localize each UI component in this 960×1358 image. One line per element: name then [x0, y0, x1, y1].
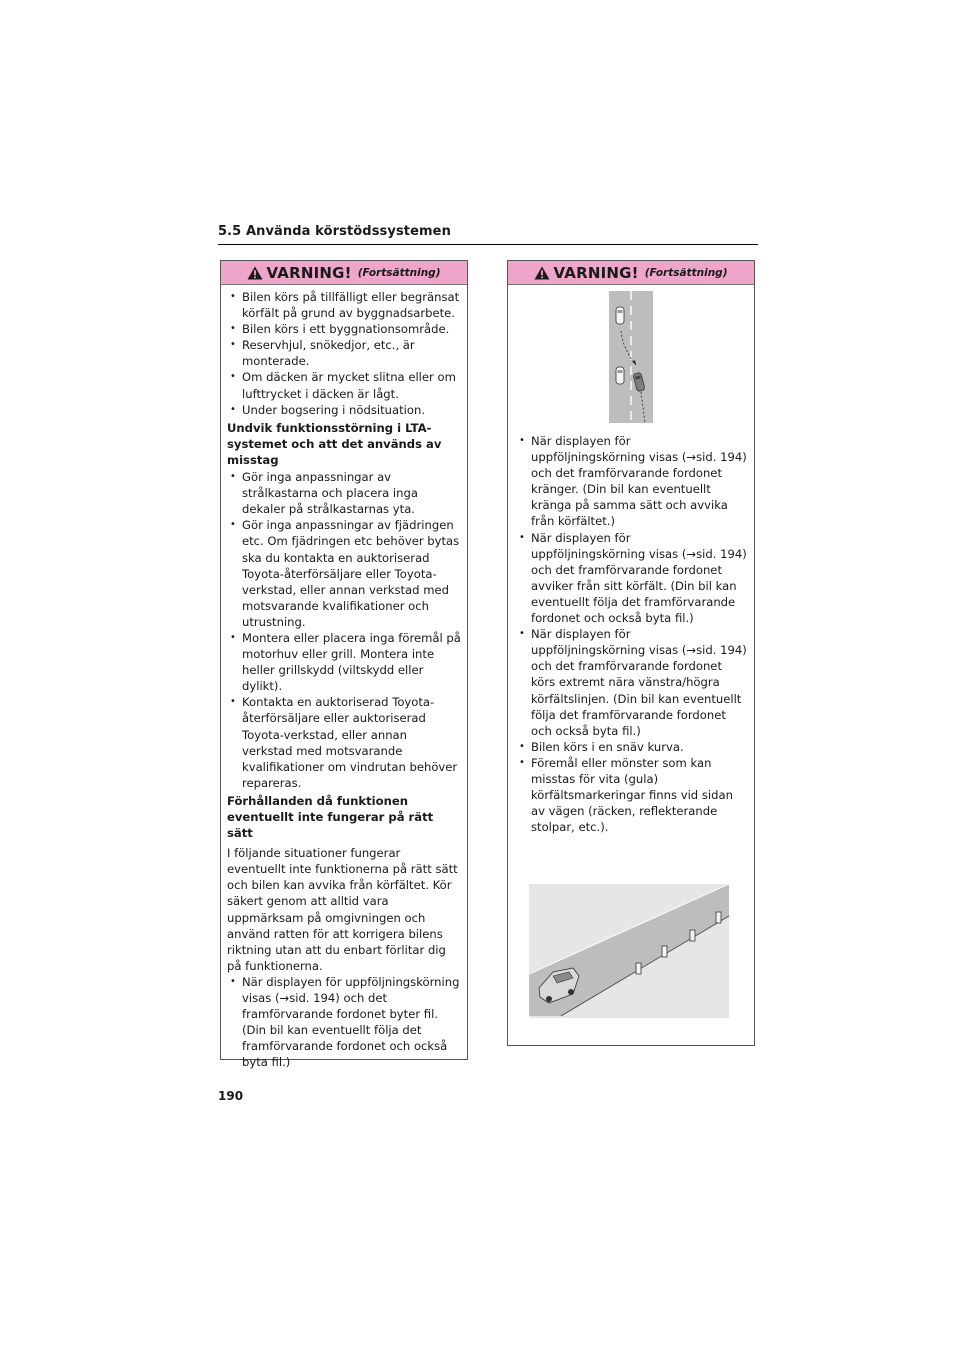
list-item: • När displayen för uppföljningskörning visas (→sid. 194) och det framförvarande fordonet körs extremt nära vänstra/högra körfältslinjen. (Din bil kan eventuellt följa det framförvarande fordonet och också byta fil.) — [516, 626, 748, 739]
list-item: • Bilen körs på tillfälligt eller begränsat körfält på grund av byggnadsarbete. — [227, 289, 461, 321]
list-item: • Montera eller placera inga föremål på motorhuv eller grill. Montera inte heller grillskydd (viltskydd eller dylikt). — [227, 630, 461, 694]
list-item: • Föremål eller mönster som kan misstas för vita (gula) körfältsmarkeringar finns vid sidan av vägen (räcken, reflekterande stolpar, etc.). — [516, 755, 748, 835]
conditions-list-c — [227, 974, 461, 1071]
conditions-list-b — [227, 469, 461, 791]
list-item: • Kontakta en auktoriserad Toyota-återförsäljare eller auktoriserad Toyota-verkstad, eller annan verkstad med motsvarande kvalifikationer om vindrutan behöver repareras. — [227, 694, 461, 791]
list-item: • När displayen för uppföljningskörning visas (→sid. 194) och det framförvarande fordonet byter fil. (Din bil kan eventuellt följa det framförvarande fordonet och också byta fil.) — [227, 974, 461, 1071]
list-item: • Bilen körs i en snäv kurva. — [516, 739, 748, 755]
warning-header — [508, 261, 754, 285]
section-title: 5.5 Använda körstödssystemen — [218, 224, 758, 245]
list-item: • Reservhjul, snökedjor, etc., är monterade. — [227, 337, 461, 369]
list-item: • När displayen för uppföljningskörning visas (→sid. 194) och det framförvarande fordonet avviker från sitt körfält. (Din bil kan eventuellt följa det framförvarande fordonet och också byta fil.) — [516, 530, 748, 627]
list-item: • När displayen för uppföljningskörning visas (→sid. 194) och det framförvarande fordonet kränger. (Din bil kan eventuellt kränga på samma sätt och avvika från körfältet.) — [516, 433, 748, 530]
conditions-list-a — [227, 289, 461, 418]
warning-continued: (Fortsättning) — [357, 266, 441, 279]
list-item: • Bilen körs i ett byggnationsområde. — [227, 321, 461, 337]
list-item: • Om däcken är mycket slitna eller om lufttrycket i däcken är lågt. — [227, 369, 461, 401]
page-number: 190 — [218, 1089, 244, 1103]
warning-triangle-icon — [534, 266, 550, 280]
warning-triangle-icon — [247, 266, 263, 280]
roadside-posts-illustration — [529, 884, 729, 1018]
subheading-avoid-malfunction: Undvik funktionsstörning i LTA-systemet och att det används av misstag — [227, 420, 442, 467]
list-item: • Gör inga anpassningar av fjädringen etc. Om fjädringen etc behöver bytas ska du kontakta en auktoriserad Toyota-återförsäljare eller Toyota-verkstad, eller annan verkstad med motsvarande kvalifikationer och utrustning. — [227, 517, 461, 630]
list-item: • Under bogsering i nödsituation. — [227, 402, 461, 418]
road-following-illustration — [609, 291, 653, 423]
warning-title: VARNING! — [553, 263, 639, 282]
warning-box-right — [507, 260, 755, 1046]
subheading-conditions: Förhållanden då funktionen eventuellt inte fungerar på rätt sätt — [227, 793, 434, 841]
warning-header — [221, 261, 467, 285]
body-paragraph: I följande situationer fungerar eventuellt inte funktionerna på rätt sätt och bilen kan avvika från körfältet. Kör säkert genom att alltid vara uppmärksam på omgivningen och använd ratten för att korrigera bilens riktning utan att du enbart förlitar dig på funktionerna. — [227, 846, 458, 973]
warning-title: VARNING! — [266, 263, 352, 282]
conditions-list-right — [516, 433, 748, 835]
warning-box-left — [220, 260, 468, 1070]
list-item: • Gör inga anpassningar av strålkastarna och placera inga dekaler på strålkastarnas yta. — [227, 469, 461, 517]
warning-continued: (Fortsättning) — [644, 266, 728, 279]
